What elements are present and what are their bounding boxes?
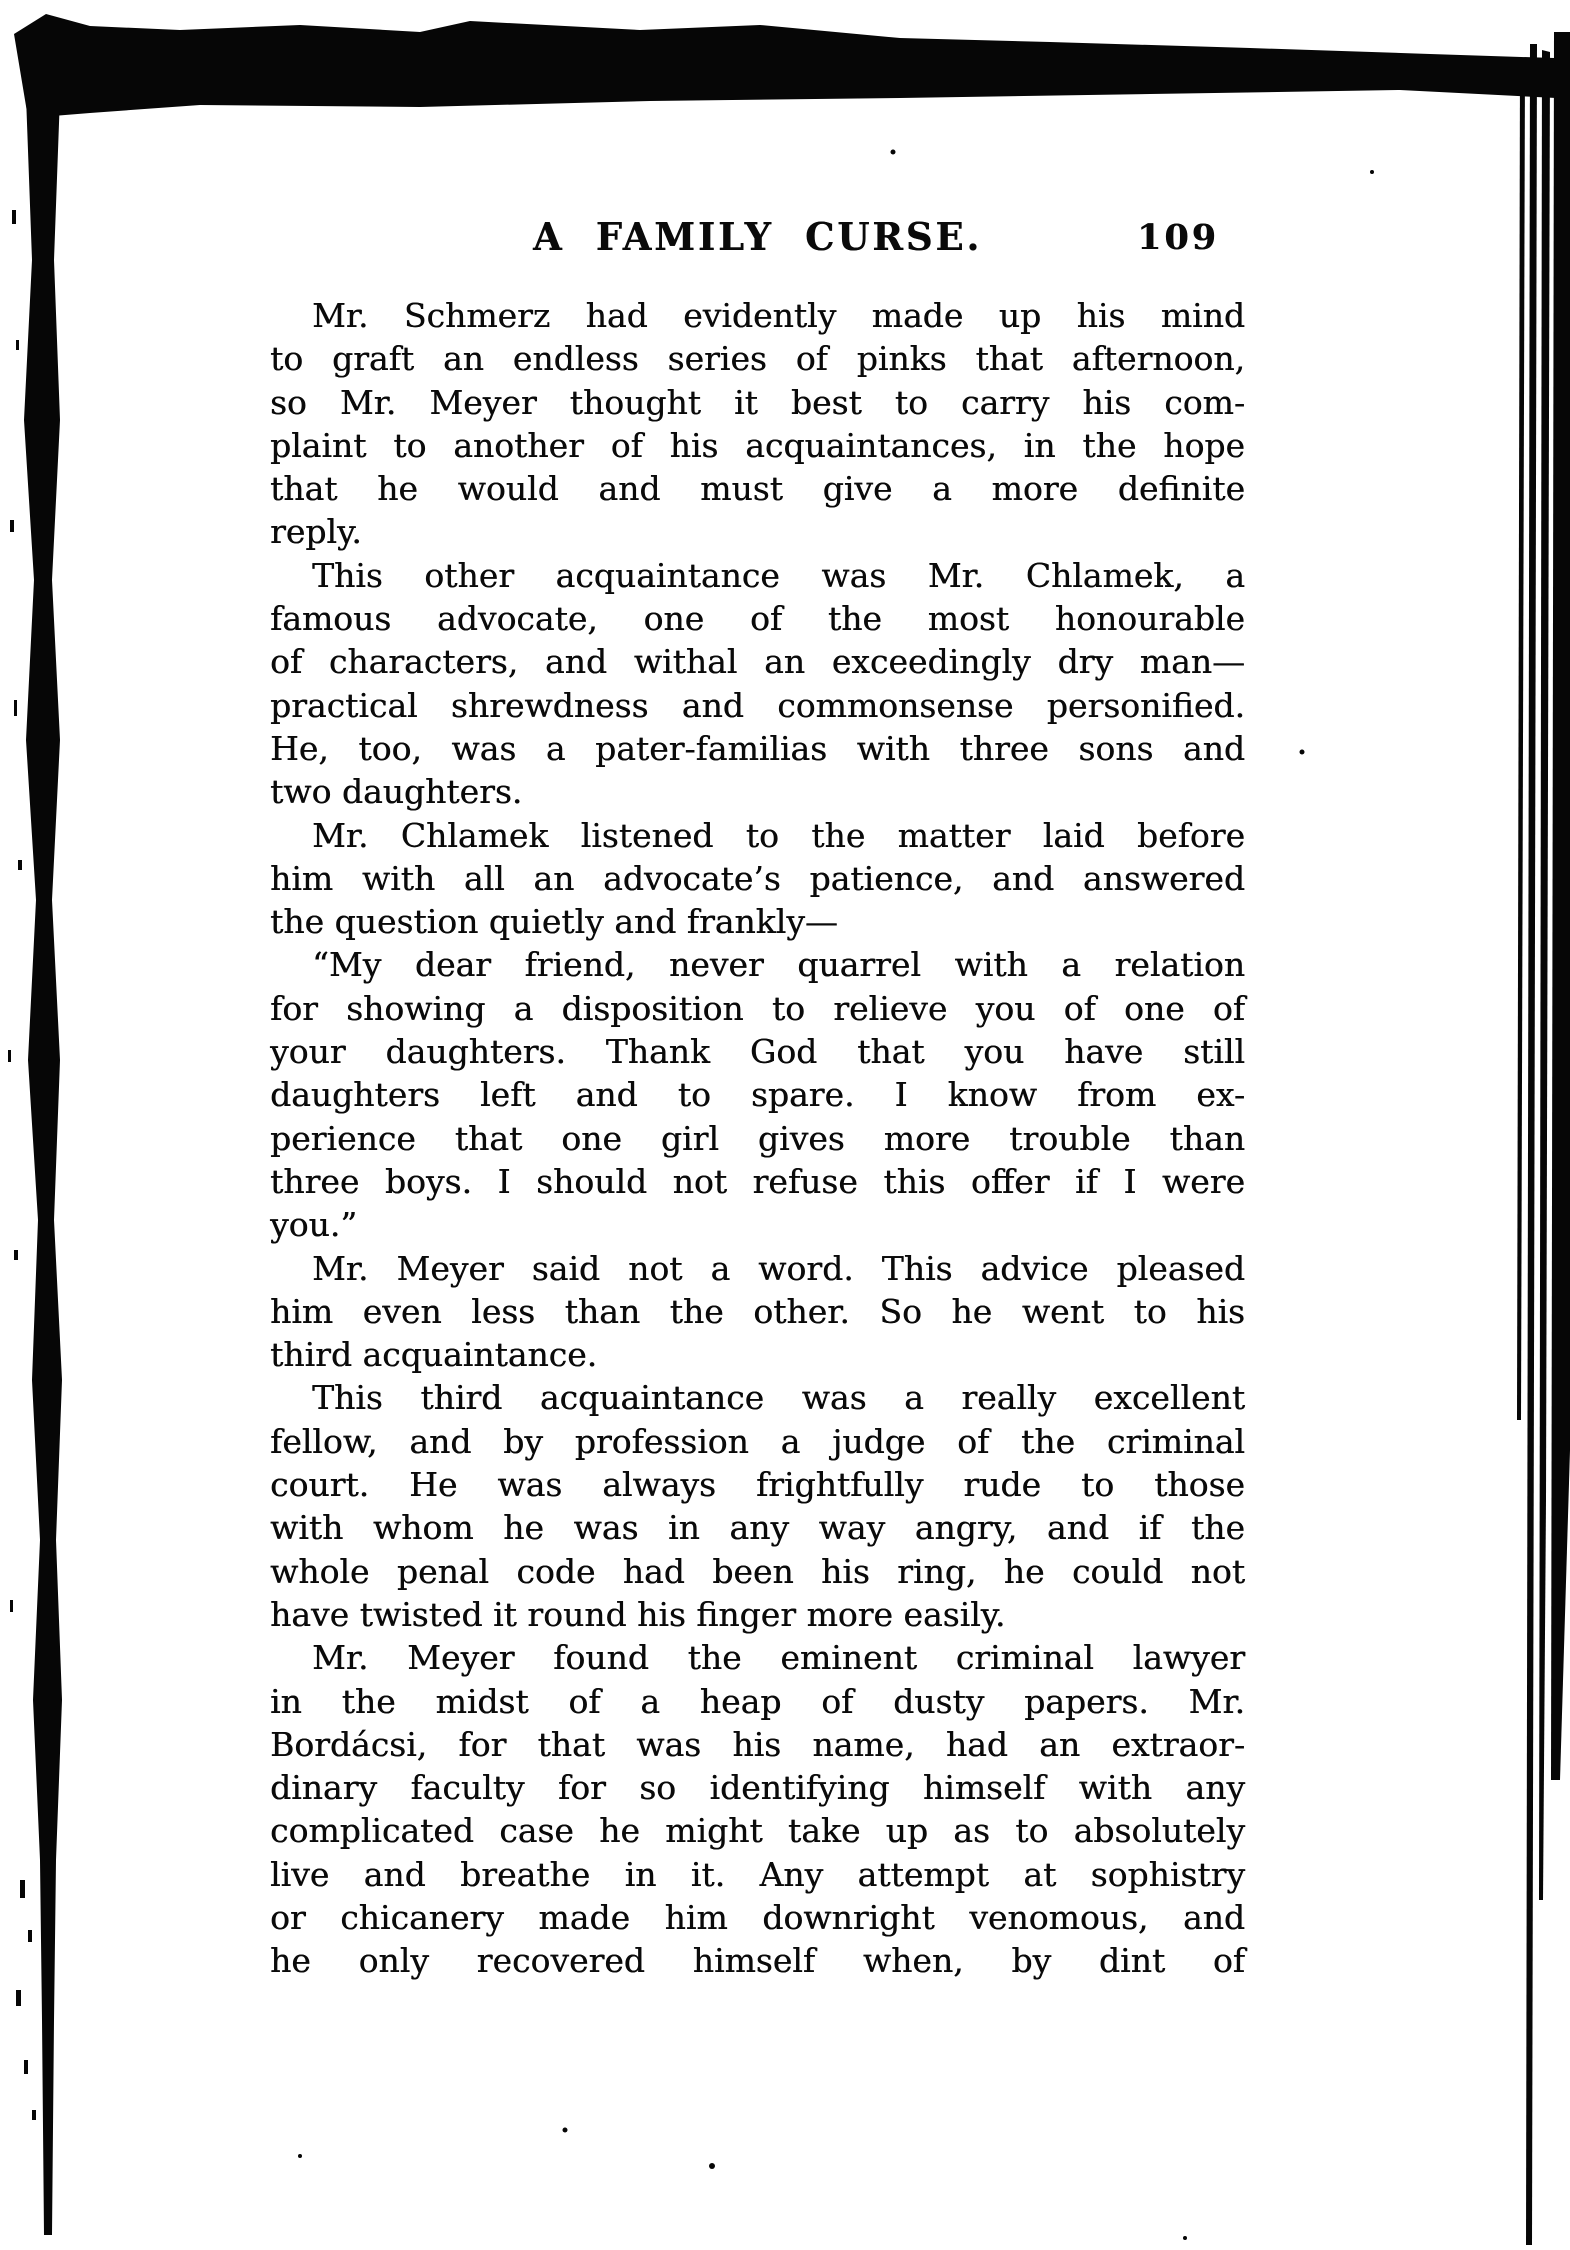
text-line: Mr. Schmerz had evidently made up his mind xyxy=(312,296,1245,335)
text-line: with whom he was in any way angry, and if the xyxy=(270,1508,1245,1548)
text-line: famous advocate, one of the most honourable xyxy=(270,599,1245,639)
text-line: to graft an endless series of pinks that afternoon, xyxy=(270,339,1245,379)
text-line: court. He was always frightfully rude to those xyxy=(270,1465,1245,1505)
text-line: or chicanery made him downright venomous, and xyxy=(270,1897,1245,1937)
left-scan-band xyxy=(24,96,62,2235)
text-line: two daughters. xyxy=(270,772,523,812)
text-line: This other acquaintance was Mr. Chlamek, a xyxy=(312,555,1245,595)
text-line: that he would and must give a more definite xyxy=(270,469,1245,509)
text-line: so Mr. Meyer thought it best to carry his com- xyxy=(270,382,1245,422)
text-line: reply. xyxy=(270,512,362,552)
text-line: your daughters. Thank God that you have still xyxy=(270,1032,1245,1072)
text-line: him even less than the other. So he went to his xyxy=(270,1291,1245,1331)
text-line: live and breathe in it. Any attempt at sophistry xyxy=(270,1854,1245,1894)
text-line: Mr. Meyer said not a word. This advice pleased xyxy=(312,1248,1245,1288)
text-line: practical shrewdness and commonsense personified. xyxy=(270,685,1245,725)
page-number: 109 xyxy=(1136,217,1219,258)
page-title: A FAMILY CURSE. xyxy=(532,214,983,259)
text-line: Mr. Meyer found the eminent criminal lawyer xyxy=(312,1638,1245,1678)
text-line: for showing a disposition to relieve you of one of xyxy=(270,988,1245,1028)
page-text xyxy=(270,294,1245,1983)
text-line: three boys. I should not refuse this offer if I were xyxy=(270,1161,1245,1201)
top-scan-band xyxy=(14,14,1556,118)
text-line: plaint to another of his acquaintances, in the hope xyxy=(270,425,1245,465)
text-line: Mr. Chlamek listened to the matter laid before xyxy=(312,815,1245,855)
right-scan-stripe-3 xyxy=(1539,50,1550,1900)
text-line: Bordácsi, for that was his name, had an extraor- xyxy=(270,1724,1245,1764)
right-scan-stripe-2 xyxy=(1526,44,1537,2245)
text-line: you.” xyxy=(270,1205,358,1245)
right-scan-stripe-1 xyxy=(1517,60,1525,1420)
right-scan-wedge xyxy=(1551,32,1570,1780)
text-line: him with all an advocate’s patience, and answered xyxy=(270,858,1245,898)
text-line: whole penal code had been his ring, he could not xyxy=(270,1551,1245,1591)
text-line: daughters left and to spare. I know from ex- xyxy=(270,1075,1245,1115)
text-line: He, too, was a pater-familias with three sons and xyxy=(270,728,1245,768)
text-line: of characters, and withal an exceedingly dry man— xyxy=(270,642,1245,682)
text-line: in the midst of a heap of dusty papers. Mr. xyxy=(270,1681,1245,1721)
text-line: third acquaintance. xyxy=(270,1335,598,1375)
text-line: fellow, and by profession a judge of the criminal xyxy=(270,1421,1245,1461)
text-line: he only recovered himself when, by dint of xyxy=(270,1941,1245,1981)
text-line: This third acquaintance was a really excellent xyxy=(312,1378,1245,1418)
text-line: have twisted it round his finger more easily. xyxy=(270,1594,1006,1634)
text-line: “My dear friend, never quarrel with a relation xyxy=(312,945,1245,985)
text-line: perience that one girl gives more trouble than xyxy=(270,1118,1245,1158)
text-line: dinary faculty for so identifying himself with any xyxy=(270,1768,1245,1808)
page-header xyxy=(270,214,1245,274)
text-line: complicated case he might take up as to absolutely xyxy=(270,1811,1245,1851)
text-line: the question quietly and frankly— xyxy=(270,902,838,942)
